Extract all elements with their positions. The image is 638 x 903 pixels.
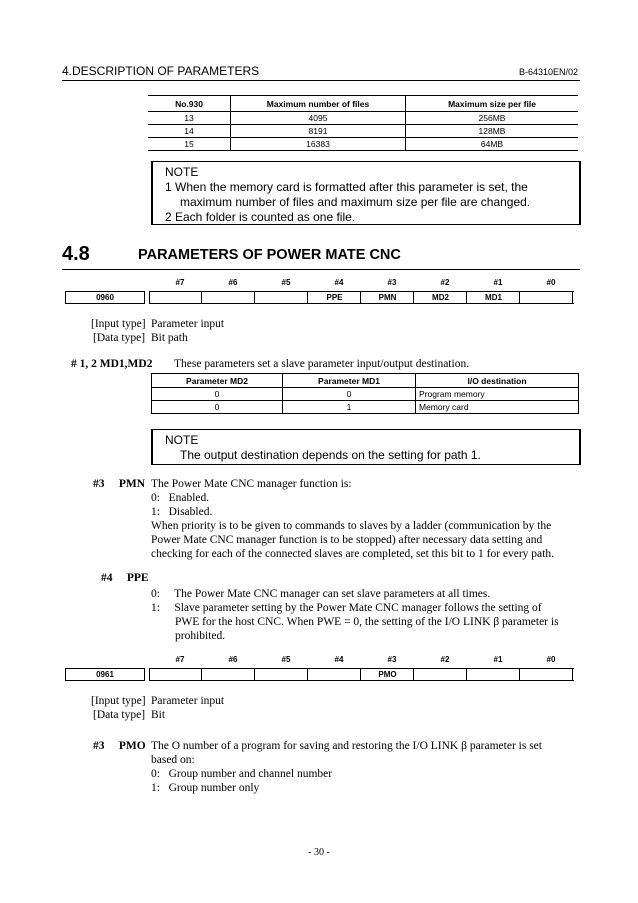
pmn-desc-line: checking for each of the connected slaves are completed, set this bit to 1 for every path. — [151, 548, 554, 560]
note-line: The output destination depends on the setting for path 1. — [180, 448, 481, 462]
note-line: 2 Each folder is counted as one file. — [165, 210, 356, 224]
bit-label: #6 — [228, 278, 238, 287]
table-row — [152, 388, 579, 401]
note-box — [151, 429, 581, 465]
bit-cell — [521, 292, 573, 303]
bit-label: #2 — [440, 278, 450, 287]
pmo-option-0: 0: Group number and channel number — [151, 768, 333, 780]
bit-label: #7 — [175, 278, 185, 287]
table-cell: 0 — [152, 388, 283, 401]
io-destination-table — [151, 373, 579, 414]
table-header: Maximum number of files — [231, 96, 406, 112]
ppe-option-1: 1: Slave parameter setting by the Power Mate CNC manager follows the setting of — [151, 602, 542, 614]
bit-label-pmn: #3 PMN — [93, 478, 146, 490]
section-rule — [62, 269, 580, 270]
running-header-title: 4.DESCRIPTION OF PARAMETERS — [62, 64, 260, 78]
param-number: 0960 — [65, 291, 145, 304]
ppe-option-1-line: PWE for the host CNC. When PWE = 0, the setting of the I/O LINK β parameter is — [175, 616, 559, 628]
bit-cell — [203, 669, 255, 680]
bit-label: #4 — [334, 278, 344, 287]
data-type-label: [Data type] — [93, 332, 146, 344]
bit-label: #3 — [387, 278, 397, 287]
pmn-option-1: 1: Disabled. — [151, 506, 213, 518]
max-files-table — [148, 95, 578, 151]
table-row — [152, 401, 579, 414]
bit-cell — [521, 669, 573, 680]
bit-cell: PMN — [362, 292, 414, 303]
table-header: No.930 — [148, 96, 231, 112]
pmo-option-1: 1: Group number only — [151, 782, 260, 794]
bit-label: #1 — [493, 655, 503, 664]
param-number: 0961 — [65, 668, 145, 681]
note-title: NOTE — [165, 433, 199, 447]
ppe-option-0: 0: The Power Mate CNC manager can set slave parameters at all times. — [151, 588, 491, 600]
bit-label-pmo: #3 PMO — [93, 740, 146, 752]
bit-label: #0 — [546, 655, 556, 664]
document-code: B-64310EN/02 — [518, 67, 578, 77]
header-rule — [62, 80, 580, 81]
pmo-desc-line: based on: — [151, 754, 195, 766]
table-cell: 8191 — [231, 125, 406, 138]
bit-cell — [309, 669, 361, 680]
table-header: Parameter MD1 — [283, 374, 416, 388]
bit-label: #1 — [493, 278, 503, 287]
table-cell: 64MB — [406, 138, 579, 151]
note-box — [151, 161, 581, 225]
note-line: 1 When the memory card is formatted after this parameter is set, the — [165, 180, 528, 194]
section-number: 4.8 — [62, 243, 90, 265]
md-description: These parameters set a slave parameter input/output destination. — [174, 358, 470, 370]
table-cell: Memory card — [416, 401, 579, 414]
table-cell: 1 — [283, 401, 416, 414]
table-header: Maximum size per file — [406, 96, 579, 112]
bit-label: #7 — [175, 655, 185, 664]
input-type-value: Parameter input — [151, 695, 225, 707]
input-type-value: Parameter input — [151, 318, 225, 330]
bit-cell — [203, 292, 255, 303]
table-row — [148, 138, 578, 151]
bit-cell — [415, 669, 467, 680]
bit-cell — [468, 669, 520, 680]
table-cell: 15 — [148, 138, 231, 151]
input-type-label: [Input type] — [91, 318, 146, 330]
data-type-label: [Data type] — [93, 709, 146, 721]
table-cell: 13 — [148, 112, 231, 125]
bit-cell — [150, 292, 202, 303]
bit-label: #4 — [334, 655, 344, 664]
bit-label: #6 — [228, 655, 238, 664]
table-cell: 14 — [148, 125, 231, 138]
input-type-label: [Input type] — [91, 695, 146, 707]
bit-cell: MD2 — [415, 292, 467, 303]
table-cell: 0 — [152, 401, 283, 414]
bit-cell: PPE — [309, 292, 361, 303]
table-row — [148, 112, 578, 125]
data-type-value: Bit path — [151, 332, 188, 344]
bit-cells — [149, 291, 574, 304]
table-cell: 16383 — [231, 138, 406, 151]
bit-cells — [149, 668, 574, 681]
table-header: I/O destination — [416, 374, 579, 388]
table-row — [148, 125, 578, 138]
bit-label: #0 — [546, 278, 556, 287]
table-cell: 128MB — [406, 125, 579, 138]
page-number: - 30 - — [308, 847, 330, 858]
note-title: NOTE — [165, 165, 199, 179]
pmn-desc-line: Power Mate CNC manager function is to be stopped) after necessary data setting and — [151, 534, 543, 546]
table-cell: Program memory — [416, 388, 579, 401]
bit-label: #5 — [281, 278, 291, 287]
pmn-desc-line: When priority is to be given to commands to slaves by a ladder (communication by the — [151, 520, 552, 532]
data-type-value: Bit — [151, 709, 166, 721]
bit-label-md1-md2: # 1, 2 MD1,MD2 — [71, 358, 153, 370]
pmn-intro: The Power Mate CNC manager function is: — [151, 478, 352, 490]
pmo-desc-line: The O number of a program for saving and restoring the I/O LINK β parameter is set — [151, 740, 542, 752]
bit-cell — [256, 669, 308, 680]
pmn-option-0: 0: Enabled. — [151, 492, 210, 504]
bit-cell — [150, 669, 202, 680]
bit-label: #5 — [281, 655, 291, 664]
bit-label: #2 — [440, 655, 450, 664]
table-cell: 0 — [283, 388, 416, 401]
table-cell: 4095 — [231, 112, 406, 125]
section-title: PARAMETERS OF POWER MATE CNC — [138, 247, 401, 263]
note-line: maximum number of files and maximum size per file are changed. — [180, 195, 531, 209]
table-header: Parameter MD2 — [152, 374, 283, 388]
table-cell: 256MB — [406, 112, 579, 125]
bit-label: #3 — [387, 655, 397, 664]
bit-cell — [256, 292, 308, 303]
bit-label-ppe: #4 PPE — [101, 572, 149, 584]
bit-cell: MD1 — [468, 292, 520, 303]
ppe-option-1-line: prohibited. — [175, 630, 226, 642]
bit-cell: PMO — [362, 669, 414, 680]
